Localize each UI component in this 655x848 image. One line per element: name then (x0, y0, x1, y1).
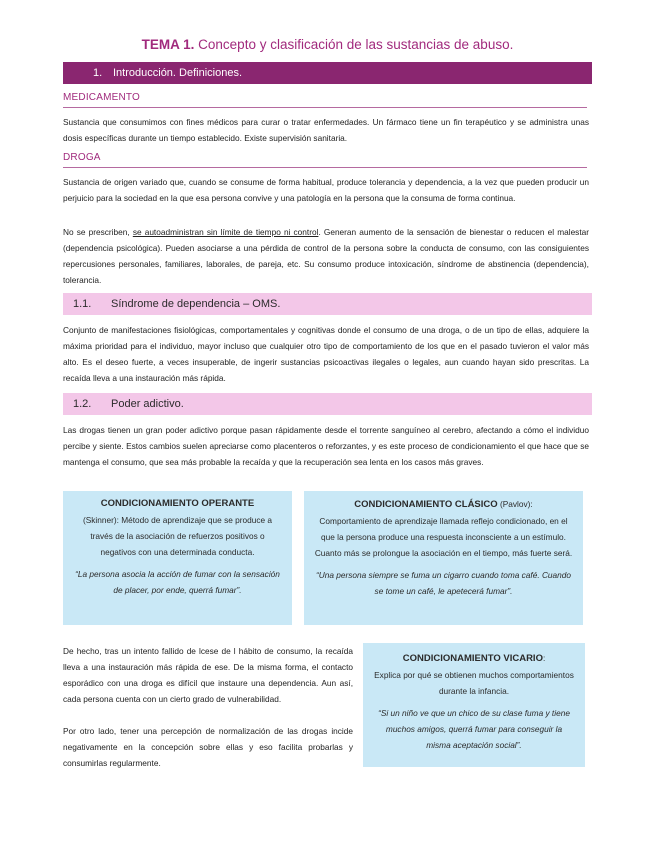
medicamento-text: Sustancia que consumimos con fines médicos para curar o tratar enfermedades. Un fármaco tiene un fin terapéutico y se administra unas dosis específicas durante un tiempo establecido. Existe supervisión sanitaria. (63, 117, 589, 143)
box-quote: “La persona asocia la acción de fumar con la sensación de placer, por ende, querrá fumar”. (75, 569, 280, 595)
droga-paragraph-2 (63, 224, 589, 288)
vicarious-conditioning-box (363, 643, 585, 767)
section-heading-1 (63, 62, 592, 84)
box-title-line (314, 496, 573, 513)
subsection-number: 1.1. (73, 298, 92, 310)
operant-conditioning-box (63, 491, 292, 625)
medicamento-heading: MEDICAMENTO (63, 92, 141, 103)
box-title-line (373, 650, 575, 667)
box-title: CONDICIONAMIENTO VICARIO (402, 653, 543, 664)
droga-paragraph-1: Sustancia de origen variado que, cuando se consume de forma habitual, produce tolerancia y dependencia, a la vez que pueden producir un perjuicio para la sociedad en la que esa persona convive y una patología en la persona que la consuma de forma continua. (63, 177, 589, 203)
divider (63, 107, 587, 108)
title-number: TEMA 1. (141, 37, 195, 52)
box-text: Explica por qué se obtienen muchos comportamientos durante la infancia. (374, 670, 574, 696)
droga-p2-underlined: se autoadministran sin límite de tiempo ni control (132, 227, 319, 237)
divider (63, 167, 587, 168)
droga-heading: DROGA (63, 152, 101, 163)
box-quote: “Una persona siempre se fuma un cigarro cuando toma café. Cuando se tome un café, le apetecerá fumar”. (315, 570, 572, 596)
subsection-heading-1-1 (63, 293, 592, 315)
droga-p2-start: No se prescriben, (63, 227, 133, 237)
box-text: (Skinner): Método de aprendizaje que se produce a través de la asociación de refuerzos positivos o negativos con una determinada conducta. (82, 515, 273, 557)
box-title: CONDICIONAMIENTO CLÁSICO (354, 499, 498, 510)
subsection-label: Síndrome de dependencia – OMS. (111, 298, 281, 310)
subsection-heading-1-2 (63, 393, 592, 415)
document-title (0, 37, 655, 52)
sindrome-text: Conjunto de manifestaciones fisiológicas, comportamentales y cognitivas donde el consumo de una droga, o de un tipo de ellas, adquiere la máxima prioridad para el individuo, mayor incluso que cualquier otro tipo de comportamiento de los que en el pasado tuvieron el valor más alto. Es el deseo fuerte, a veces insuperable, de ingerir sustancias psicoactivas ilegales o legales, aun cuando hayan sido prescritas. La recaída lleva a una instauración más rápida. (63, 325, 589, 383)
droga-p2-end: . Generan aumento de la sensación de bienestar o reducen el malestar (dependencia psicológica). Pueden asociarse a una pérdida de control de la persona sobre la conducta de consumo, con las consiguientes repercusiones personales, familiares, laborales, de pareja, etc. Su consumo produce intoxicación, síndrome de abstinencia (dependencia), tolerancia. (63, 227, 590, 285)
section-number: 1. (93, 67, 103, 79)
box-title-extra: : (542, 653, 546, 663)
bottom-paragraph-1: De hecho, tras un intento fallido de lcese de l hábito de consumo, la recaída lleva a una instauración más rápida de ese. De la misma forma, el contacto esporádico con una droga es difícil que instaure una dependencia. Aun así, cada persona cuenta con un cierto grado de vulnerabilidad. (63, 646, 353, 704)
subsection-label: Poder adictivo. (111, 398, 184, 410)
box-quote: “Si un niño ve que un chico de su clase fuma y tiene muchos amigos, querrá fumar para conseguir la misma aceptación social”. (378, 708, 570, 750)
bottom-paragraph-2: Por otro lado, tener una percepción de normalización de las drogas incide negativamente en la concepción sobre ellas y eso facilita probarlas y consumirlas regularmente. (63, 726, 353, 768)
poder-adictivo-text: Las drogas tienen un gran poder adictivo porque pasan rápidamente desde el torrente sanguíneo al cerebro, afectando a cómo el individuo percibe y siente. Estos cambios suelen apreciarse como placenteros o reforzantes, y es este proceso de condicionamiento el que hace que se mantenga el consumo, que sea más probable la recaída y que la recuperación sea lenta en los casos más graves. (63, 425, 589, 467)
section-label: Introducción. Definiciones. (113, 67, 243, 79)
classical-conditioning-box (304, 491, 583, 625)
subsection-number: 1.2. (73, 398, 92, 410)
title-text: Concepto y clasificación de las sustancias de abuso. (194, 37, 514, 52)
box-title: CONDICIONAMIENTO OPERANTE (100, 498, 255, 509)
box-title-extra: (Pavlov): (497, 499, 533, 509)
box-text: Comportamiento de aprendizaje llamada reflejo condicionado, en el que la persona produce una respuesta inconsciente a un estímulo. Cuanto más se prolongue la asociación en el tiempo, más fuerte será. (314, 516, 573, 558)
